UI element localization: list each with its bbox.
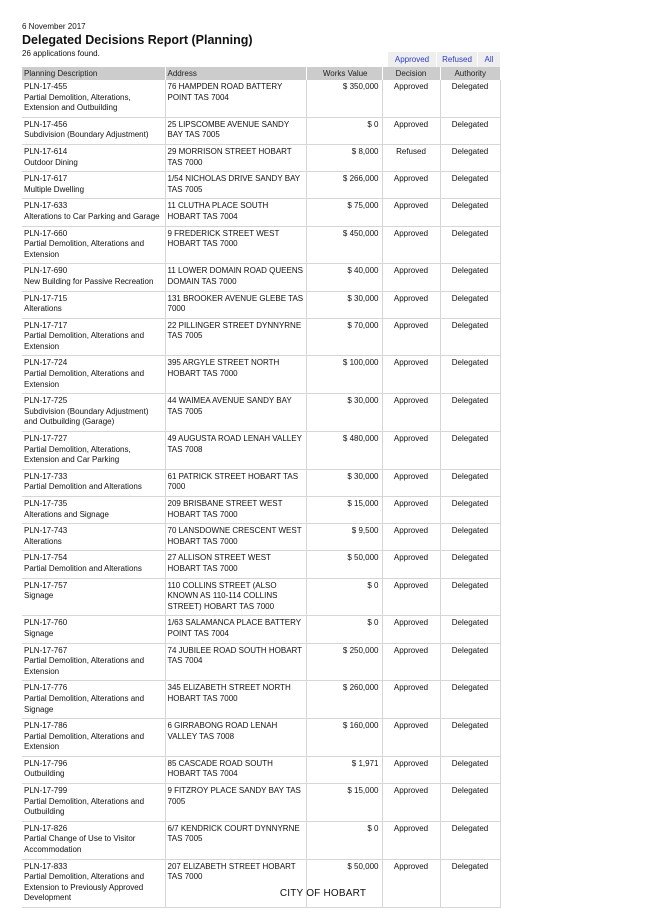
cell-authority: Delegated xyxy=(440,117,500,144)
cell-works-value: $ 0 xyxy=(306,117,382,144)
application-id: PLN-17-735 xyxy=(24,499,68,508)
cell-authority: Delegated xyxy=(440,226,500,264)
application-id: PLN-17-724 xyxy=(24,358,68,368)
cell-works-value: $ 30,000 xyxy=(306,291,382,318)
cell-decision: Approved xyxy=(382,318,440,356)
cell-authority: Delegated xyxy=(440,784,500,822)
cell-works-value: $ 0 xyxy=(306,821,382,859)
cell-decision: Approved xyxy=(382,497,440,524)
application-description: Partial Demolition and Alterations xyxy=(24,563,142,573)
cell-decision: Approved xyxy=(382,356,440,394)
application-description: Partial Demolition, Alterations and Extension xyxy=(24,731,145,752)
application-id: PLN-17-455 xyxy=(24,82,68,91)
cell-planning-description xyxy=(22,616,165,643)
cell-works-value: $ 450,000 xyxy=(306,226,382,264)
cell-authority: Delegated xyxy=(440,756,500,783)
cell-decision: Approved xyxy=(382,264,440,291)
application-id: PLN-17-757 xyxy=(24,580,68,590)
cell-planning-description xyxy=(22,80,165,117)
cell-address: 61 PATRICK STREET HOBART TAS 7000 xyxy=(165,469,306,496)
cell-planning-description xyxy=(22,497,165,524)
cell-planning-description xyxy=(22,394,165,432)
cell-address: 76 HAMPDEN ROAD BATTERY POINT TAS 7004 xyxy=(165,80,306,117)
cell-works-value: $ 266,000 xyxy=(306,172,382,199)
cell-address: 22 PILLINGER STREET DYNNYRNE TAS 7005 xyxy=(165,318,306,356)
table-row xyxy=(22,756,500,783)
application-id: PLN-17-767 xyxy=(24,645,68,655)
cell-planning-description xyxy=(22,432,165,470)
application-description: Partial Demolition, Alterations, Extension and Outbuilding xyxy=(24,92,131,113)
cell-works-value: $ 480,000 xyxy=(306,432,382,470)
application-id: PLN-17-617 xyxy=(24,174,68,184)
application-id: PLN-17-690 xyxy=(24,266,68,276)
column-header-authority: Authority xyxy=(440,67,500,80)
cell-decision: Approved xyxy=(382,199,440,226)
cell-planning-description xyxy=(22,356,165,394)
cell-planning-description xyxy=(22,756,165,783)
application-id: PLN-17-796 xyxy=(24,758,68,768)
cell-decision: Approved xyxy=(382,578,440,616)
table-row xyxy=(22,199,500,226)
cell-authority: Delegated xyxy=(440,144,500,171)
cell-decision: Approved xyxy=(382,719,440,757)
application-id: PLN-17-776 xyxy=(24,683,68,693)
cell-address: 131 BROOKER AVENUE GLEBE TAS 7000 xyxy=(165,291,306,318)
application-id: PLN-17-660 xyxy=(24,228,68,238)
cell-decision: Approved xyxy=(382,394,440,432)
table-row xyxy=(22,117,500,144)
cell-address: 29 MORRISON STREET HOBART TAS 7000 xyxy=(165,144,306,171)
cell-authority: Delegated xyxy=(440,497,500,524)
table-body xyxy=(22,80,500,908)
cell-decision: Approved xyxy=(382,172,440,199)
cell-address: 209 BRISBANE STREET WEST HOBART TAS 7000 xyxy=(165,497,306,524)
cell-authority: Delegated xyxy=(440,264,500,291)
table-row xyxy=(22,578,500,616)
cell-authority: Delegated xyxy=(440,524,500,551)
table-row xyxy=(22,394,500,432)
application-description: Subdivision (Boundary Adjustment) and Outbuilding (Garage) xyxy=(24,406,149,427)
application-description: Outbuilding xyxy=(24,769,65,779)
application-description: New Building for Passive Recreation xyxy=(24,276,154,286)
cell-works-value: $ 15,000 xyxy=(306,784,382,822)
application-id: PLN-17-633 xyxy=(24,201,68,211)
cell-decision: Approved xyxy=(382,756,440,783)
cell-planning-description xyxy=(22,469,165,496)
application-id: PLN-17-717 xyxy=(24,320,68,330)
column-header-works-value: Works Value xyxy=(306,67,382,80)
page-title: Delegated Decisions Report (Planning) xyxy=(22,33,253,47)
table-row xyxy=(22,291,500,318)
application-id: PLN-17-715 xyxy=(24,293,68,303)
filter-approved-link[interactable]: Approved xyxy=(388,52,436,67)
cell-decision: Approved xyxy=(382,821,440,859)
cell-works-value: $ 350,000 xyxy=(306,80,382,117)
cell-planning-description xyxy=(22,291,165,318)
cell-authority: Delegated xyxy=(440,578,500,616)
cell-decision: Approved xyxy=(382,681,440,719)
cell-authority: Delegated xyxy=(440,172,500,199)
table-row xyxy=(22,432,500,470)
application-description: Subdivision (Boundary Adjustment) xyxy=(24,130,149,140)
table-row xyxy=(22,172,500,199)
cell-planning-description xyxy=(22,719,165,757)
table-row xyxy=(22,226,500,264)
cell-authority: Delegated xyxy=(440,80,500,117)
table-row xyxy=(22,784,500,822)
cell-address: 74 JUBILEE ROAD SOUTH HOBART TAS 7004 xyxy=(165,643,306,681)
column-header-description: Planning Description xyxy=(22,67,165,80)
table-row xyxy=(22,551,500,578)
table-row xyxy=(22,80,500,117)
report-date: 6 November 2017 xyxy=(22,22,86,31)
cell-works-value: $ 100,000 xyxy=(306,356,382,394)
cell-address: 6/7 KENDRICK COURT DYNNYRNE TAS 7005 xyxy=(165,821,306,859)
application-description: Multiple Dwelling xyxy=(24,184,85,194)
filter-all-link[interactable]: All xyxy=(478,52,500,67)
cell-decision: Approved xyxy=(382,117,440,144)
cell-works-value: $ 8,000 xyxy=(306,144,382,171)
cell-planning-description xyxy=(22,859,165,907)
cell-works-value: $ 70,000 xyxy=(306,318,382,356)
cell-authority: Delegated xyxy=(440,199,500,226)
cell-authority: Delegated xyxy=(440,681,500,719)
cell-works-value: $ 75,000 xyxy=(306,199,382,226)
cell-address: 25 LIPSCOMBE AVENUE SANDY BAY TAS 7005 xyxy=(165,117,306,144)
application-description: Alterations xyxy=(24,536,62,546)
cell-planning-description xyxy=(22,524,165,551)
cell-decision: Approved xyxy=(382,80,440,117)
cell-authority: Delegated xyxy=(440,318,500,356)
cell-address: 49 AUGUSTA ROAD LENAH VALLEY TAS 7008 xyxy=(165,432,306,470)
cell-authority: Delegated xyxy=(440,394,500,432)
application-description: Partial Demolition, Alterations and Extension xyxy=(24,369,145,389)
cell-address: 110 COLLINS STREET (ALSO KNOWN AS 110-114 COLLINS STREET) HOBART TAS 7000 xyxy=(165,578,306,616)
application-id: PLN-17-733 xyxy=(24,471,68,481)
cell-decision: Approved xyxy=(382,432,440,470)
table-row xyxy=(22,616,500,643)
cell-decision: Approved xyxy=(382,524,440,551)
cell-authority: Delegated xyxy=(440,356,500,394)
decisions-table xyxy=(22,67,501,908)
application-id: PLN-17-743 xyxy=(24,526,68,536)
cell-address: 345 ELIZABETH STREET NORTH HOBART TAS 7000 xyxy=(165,681,306,719)
cell-works-value: $ 0 xyxy=(306,578,382,616)
cell-authority: Delegated xyxy=(440,551,500,578)
cell-authority: Delegated xyxy=(440,616,500,643)
cell-works-value: $ 15,000 xyxy=(306,497,382,524)
application-description: Partial Demolition, Alterations and Extension xyxy=(24,656,145,676)
application-id: PLN-17-727 xyxy=(24,434,68,444)
cell-planning-description xyxy=(22,117,165,144)
cell-address: 395 ARGYLE STREET NORTH HOBART TAS 7000 xyxy=(165,356,306,394)
application-description: Partial Change of Use to Visitor Accommodation xyxy=(24,834,136,855)
table-row xyxy=(22,318,500,356)
application-description: Signage xyxy=(24,628,54,638)
table-row xyxy=(22,719,500,757)
cell-address: 11 LOWER DOMAIN ROAD QUEENS DOMAIN TAS 7000 xyxy=(165,264,306,291)
application-description: Alterations xyxy=(24,304,62,314)
cell-decision: Approved xyxy=(382,226,440,264)
application-description: Partial Demolition, Alterations and Extension to Previously Approved Development xyxy=(24,872,145,903)
cell-planning-description xyxy=(22,784,165,822)
cell-works-value: $ 50,000 xyxy=(306,859,382,907)
column-header-decision: Decision xyxy=(382,67,440,80)
cell-authority: Delegated xyxy=(440,643,500,681)
cell-works-value: $ 30,000 xyxy=(306,394,382,432)
decision-filters xyxy=(387,52,500,67)
cell-address: 27 ALLISON STREET WEST HOBART TAS 7000 xyxy=(165,551,306,578)
cell-planning-description xyxy=(22,681,165,719)
footer-organisation: CITY OF HOBART xyxy=(279,888,367,899)
results-count: 26 applications found. xyxy=(22,49,100,58)
report-page xyxy=(22,22,500,908)
cell-planning-description xyxy=(22,551,165,578)
column-header-address: Address xyxy=(165,67,306,80)
application-id: PLN-17-833 xyxy=(24,861,68,871)
cell-address: 9 FITZROY PLACE SANDY BAY TAS 7005 xyxy=(165,784,306,822)
cell-address: 44 WAIMEA AVENUE SANDY BAY TAS 7005 xyxy=(165,394,306,432)
application-description: Partial Demolition, Alterations and Extension xyxy=(24,239,145,259)
cell-works-value: $ 1,971 xyxy=(306,756,382,783)
table-row xyxy=(22,356,500,394)
cell-decision: Refused xyxy=(382,144,440,171)
cell-address: 9 FREDERICK STREET WEST HOBART TAS 7000 xyxy=(165,226,306,264)
application-id: PLN-17-754 xyxy=(24,553,68,563)
cell-address: 85 CASCADE ROAD SOUTH HOBART TAS 7004 xyxy=(165,756,306,783)
table-row xyxy=(22,497,500,524)
table-row xyxy=(22,681,500,719)
application-id: PLN-17-799 xyxy=(24,786,68,796)
application-description: Partial Demolition, Alterations and Extension xyxy=(24,331,145,351)
cell-planning-description xyxy=(22,172,165,199)
cell-planning-description xyxy=(22,144,165,171)
cell-works-value: $ 30,000 xyxy=(306,469,382,496)
cell-decision: Approved xyxy=(382,643,440,681)
table-row xyxy=(22,859,500,907)
application-id: PLN-17-456 xyxy=(24,119,68,129)
cell-planning-description xyxy=(22,643,165,681)
cell-address: 1/63 SALAMANCA PLACE BATTERY POINT TAS 7004 xyxy=(165,616,306,643)
cell-works-value: $ 260,000 xyxy=(306,681,382,719)
application-id: PLN-17-760 xyxy=(24,618,68,628)
application-description: Partial Demolition, Alterations and Signage xyxy=(24,693,145,714)
cell-address: 11 CLUTHA PLACE SOUTH HOBART TAS 7004 xyxy=(165,199,306,226)
cell-decision: Approved xyxy=(382,469,440,496)
count-row xyxy=(22,49,500,66)
application-id: PLN-17-725 xyxy=(24,396,68,406)
cell-planning-description xyxy=(22,821,165,859)
application-id: PLN-17-614 xyxy=(24,146,68,156)
cell-decision: Approved xyxy=(382,859,440,907)
application-description: Outdoor Dining xyxy=(24,157,78,167)
cell-authority: Delegated xyxy=(440,432,500,470)
cell-address: 207 ELIZABETH STREET HOBART TAS 7000 xyxy=(165,859,306,907)
table-row xyxy=(22,524,500,551)
table-row xyxy=(22,643,500,681)
cell-planning-description xyxy=(22,318,165,356)
table-header-row xyxy=(22,67,500,80)
cell-authority: Delegated xyxy=(440,859,500,907)
application-id: PLN-17-786 xyxy=(24,721,68,731)
cell-planning-description xyxy=(22,226,165,264)
table-row xyxy=(22,264,500,291)
cell-planning-description xyxy=(22,578,165,616)
cell-works-value: $ 9,500 xyxy=(306,524,382,551)
cell-decision: Approved xyxy=(382,291,440,318)
cell-works-value: $ 50,000 xyxy=(306,551,382,578)
filter-refused-link[interactable]: Refused xyxy=(437,52,477,67)
table-row xyxy=(22,821,500,859)
cell-works-value: $ 40,000 xyxy=(306,264,382,291)
application-description: Partial Demolition, Alterations and Outbuilding xyxy=(24,796,145,817)
cell-planning-description xyxy=(22,264,165,291)
application-description: Alterations and Signage xyxy=(24,509,109,519)
cell-address: 1/54 NICHOLAS DRIVE SANDY BAY TAS 7005 xyxy=(165,172,306,199)
cell-works-value: $ 160,000 xyxy=(306,719,382,757)
application-description: Signage xyxy=(24,591,54,601)
table-row xyxy=(22,144,500,171)
cell-authority: Delegated xyxy=(440,469,500,496)
cell-authority: Delegated xyxy=(440,719,500,757)
cell-decision: Approved xyxy=(382,551,440,578)
cell-planning-description xyxy=(22,199,165,226)
cell-address: 70 LANSDOWNE CRESCENT WEST HOBART TAS 7000 xyxy=(165,524,306,551)
cell-authority: Delegated xyxy=(440,821,500,859)
table-row xyxy=(22,469,500,496)
cell-decision: Approved xyxy=(382,784,440,822)
cell-address: 6 GIRRABONG ROAD LENAH VALLEY TAS 7008 xyxy=(165,719,306,757)
application-id: PLN-17-826 xyxy=(24,823,68,833)
application-description: Alterations to Car Parking and Garage xyxy=(24,211,160,221)
cell-authority: Delegated xyxy=(440,291,500,318)
cell-works-value: $ 0 xyxy=(306,616,382,643)
application-description: Partial Demolition, Alterations, Extension and Car Parking xyxy=(24,444,131,465)
cell-decision: Approved xyxy=(382,616,440,643)
cell-works-value: $ 250,000 xyxy=(306,643,382,681)
application-description: Partial Demolition and Alterations xyxy=(24,482,142,492)
